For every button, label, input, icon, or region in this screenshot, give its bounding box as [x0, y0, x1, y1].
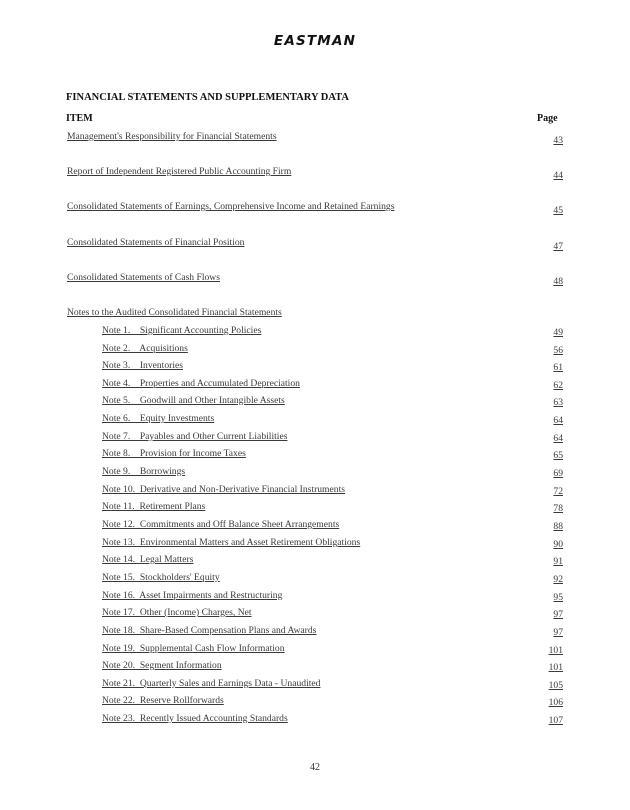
toc-row — [0, 200, 630, 214]
note-row — [0, 430, 630, 444]
note-page-link[interactable]: 95 — [553, 592, 563, 603]
note-link[interactable]: Note 20. Segment Information — [102, 660, 222, 671]
note-row — [0, 659, 630, 673]
note-link[interactable]: Note 21. Quarterly Sales and Earnings Data - Unaudited — [102, 678, 321, 689]
note-row — [0, 447, 630, 461]
note-page-link[interactable]: 105 — [548, 680, 563, 691]
toc-link[interactable]: Report of Independent Registered Public Accounting Firm — [67, 166, 292, 177]
note-row — [0, 694, 630, 708]
note-row — [0, 465, 630, 479]
toc-row — [0, 165, 630, 179]
note-link[interactable]: Note 7. Payables and Other Current Liabilities — [102, 431, 288, 442]
toc-link[interactable]: Consolidated Statements of Cash Flows — [67, 272, 220, 283]
notes-heading-row — [0, 306, 630, 320]
note-page-link[interactable]: 106 — [548, 697, 563, 708]
toc-row — [0, 130, 630, 144]
note-row — [0, 342, 630, 356]
note-link[interactable]: Note 10. Derivative and Non-Derivative Financial Instruments — [102, 484, 345, 495]
toc-page-link[interactable]: 43 — [553, 135, 563, 146]
toc-link[interactable]: Management's Responsibility for Financial Statements — [67, 131, 277, 142]
toc-link[interactable]: Consolidated Statements of Earnings, Comprehensive Income and Retained Earnings — [67, 201, 395, 212]
note-page-link[interactable]: 90 — [553, 539, 563, 550]
note-link[interactable]: Note 11. Retirement Plans — [102, 501, 206, 512]
note-link[interactable]: Note 17. Other (Income) Charges, Net — [102, 607, 252, 618]
eastman-logo: EASTMAN — [273, 33, 357, 49]
toc-row — [0, 271, 630, 285]
toc-link[interactable]: Consolidated Statements of Financial Position — [67, 237, 245, 248]
note-link[interactable]: Note 3. Inventories — [102, 360, 183, 371]
notes-heading-link[interactable]: Notes to the Audited Consolidated Financial Statements — [67, 307, 282, 318]
note-link[interactable]: Note 15. Stockholders' Equity — [102, 572, 220, 583]
note-link[interactable]: Note 22. Reserve Rollforwards — [102, 695, 224, 706]
note-page-link[interactable]: 78 — [553, 503, 563, 514]
note-page-link[interactable]: 65 — [553, 450, 563, 461]
note-row — [0, 624, 630, 638]
note-page-link[interactable]: 97 — [553, 627, 563, 638]
note-row — [0, 394, 630, 408]
note-row — [0, 483, 630, 497]
note-row — [0, 377, 630, 391]
toc-page-link[interactable]: 45 — [553, 205, 563, 216]
column-header-page: Page — [537, 113, 558, 124]
note-row — [0, 536, 630, 550]
note-page-link[interactable]: 101 — [548, 662, 563, 673]
note-page-link[interactable]: 64 — [553, 433, 563, 444]
note-link[interactable]: Note 12. Commitments and Off Balance Sheet Arrangements — [102, 519, 340, 530]
note-link[interactable]: Note 13. Environmental Matters and Asset Retirement Obligations — [102, 537, 361, 548]
note-page-link[interactable]: 72 — [553, 486, 563, 497]
note-link[interactable]: Note 16. Asset Impairments and Restructuring — [102, 590, 283, 601]
note-page-link[interactable]: 97 — [553, 609, 563, 620]
page-number: 42 — [310, 762, 320, 773]
note-row — [0, 712, 630, 726]
note-page-link[interactable]: 101 — [548, 645, 563, 656]
note-row — [0, 642, 630, 656]
note-link[interactable]: Note 1. Significant Accounting Policies — [102, 325, 262, 336]
note-row — [0, 518, 630, 532]
note-link[interactable]: Note 9. Borrowings — [102, 466, 186, 477]
note-row — [0, 589, 630, 603]
note-link[interactable]: Note 4. Properties and Accumulated Depreciation — [102, 378, 300, 389]
note-row — [0, 412, 630, 426]
note-link[interactable]: Note 14. Legal Matters — [102, 554, 194, 565]
toc-page-link[interactable]: 44 — [553, 170, 563, 181]
note-page-link[interactable]: 92 — [553, 574, 563, 585]
note-link[interactable]: Note 19. Supplemental Cash Flow Information — [102, 643, 285, 654]
note-link[interactable]: Note 6. Equity Investments — [102, 413, 215, 424]
note-page-link[interactable]: 88 — [553, 521, 563, 532]
note-page-link[interactable]: 56 — [553, 345, 563, 356]
toc-row — [0, 236, 630, 250]
note-row — [0, 571, 630, 585]
note-page-link[interactable]: 64 — [553, 415, 563, 426]
note-row — [0, 500, 630, 514]
note-row — [0, 553, 630, 567]
note-link[interactable]: Note 2. Acquisitions — [102, 343, 188, 354]
section-title: FINANCIAL STATEMENTS AND SUPPLEMENTARY DATA — [66, 92, 349, 103]
note-page-link[interactable]: 63 — [553, 397, 563, 408]
toc-page-link[interactable]: 47 — [553, 241, 563, 252]
note-link[interactable]: Note 23. Recently Issued Accounting Standards — [102, 713, 288, 724]
toc-page-link[interactable]: 48 — [553, 276, 563, 287]
note-page-link[interactable]: 69 — [553, 468, 563, 479]
note-row — [0, 324, 630, 338]
note-link[interactable]: Note 8. Provision for Income Taxes — [102, 448, 246, 459]
note-page-link[interactable]: 62 — [553, 380, 563, 391]
note-link[interactable]: Note 18. Share-Based Compensation Plans and Awards — [102, 625, 317, 636]
note-row — [0, 677, 630, 691]
note-link[interactable]: Note 5. Goodwill and Other Intangible Assets — [102, 395, 285, 406]
note-page-link[interactable]: 107 — [548, 715, 563, 726]
note-row — [0, 606, 630, 620]
note-page-link[interactable]: 61 — [553, 362, 563, 373]
note-page-link[interactable]: 49 — [553, 327, 563, 338]
note-row — [0, 359, 630, 373]
column-header-item: ITEM — [66, 113, 93, 124]
note-page-link[interactable]: 91 — [553, 556, 563, 567]
